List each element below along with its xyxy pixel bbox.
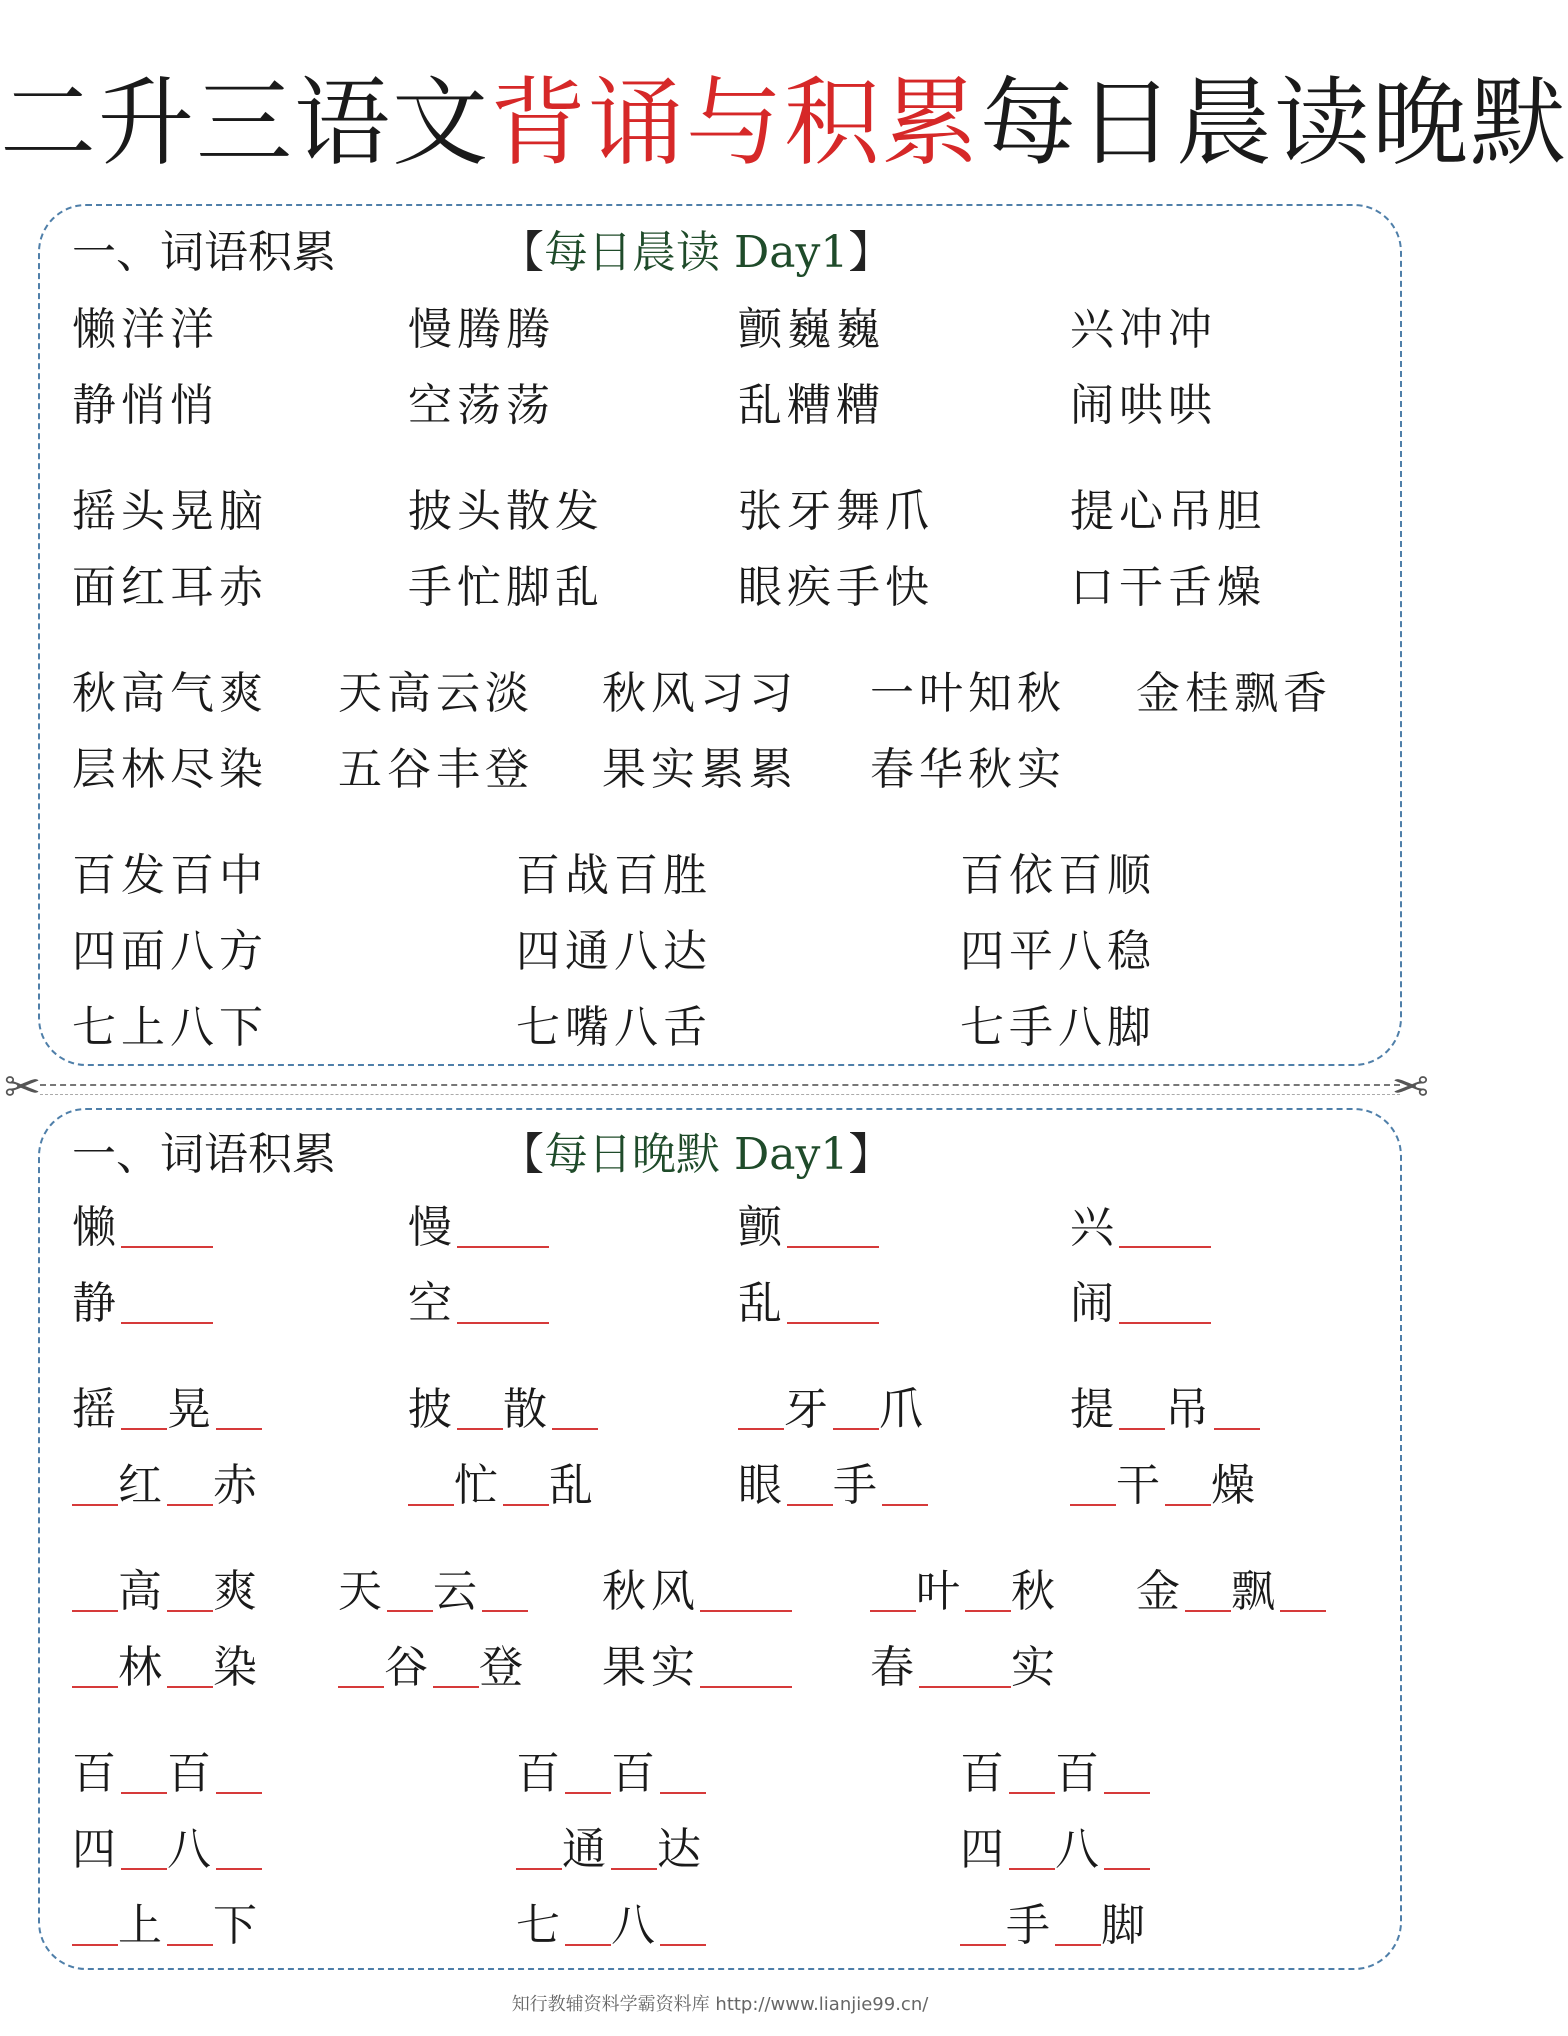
word-item: 面红耳赤 <box>72 562 268 613</box>
word-item: 一叶知秋 <box>870 668 1066 719</box>
fill-blank[interactable] <box>660 1904 706 1946</box>
fill-blank[interactable] <box>700 1646 792 1688</box>
word-item: 手忙脚乱 <box>408 562 604 613</box>
fill-blank[interactable] <box>72 1570 118 1612</box>
fill-item: 果实 <box>602 1640 792 1696</box>
word-item: 七嘴八舌 <box>516 1002 712 1053</box>
fill-blank[interactable] <box>870 1570 916 1612</box>
word-item: 四平八稳 <box>960 926 1156 977</box>
word-item: 闹哄哄 <box>1070 380 1217 431</box>
word-item: 四通八达 <box>516 926 712 977</box>
fill-blank[interactable] <box>167 1570 213 1612</box>
fill-blank[interactable] <box>787 1282 879 1324</box>
fill-blank[interactable] <box>960 1904 1006 1946</box>
fill-blank[interactable] <box>552 1388 598 1430</box>
word-item: 四面八方 <box>72 926 268 977</box>
word-item: 口干舌燥 <box>1070 562 1266 613</box>
title-part-black: 二升三语文 <box>0 67 490 179</box>
word-item: 张牙舞爪 <box>738 486 934 537</box>
fill-item: 林 染 <box>72 1640 262 1696</box>
word-item: 眼疾手快 <box>738 562 934 613</box>
cut-line-inner <box>40 1094 1400 1095</box>
fill-blank[interactable] <box>457 1206 549 1248</box>
fill-item: 兴 <box>1070 1200 1211 1256</box>
word-item: 果实累累 <box>602 744 798 795</box>
fill-item: 红 赤 <box>72 1458 262 1514</box>
word-item: 金桂飘香 <box>1136 668 1332 719</box>
fill-blank[interactable] <box>660 1752 706 1794</box>
title-part-red: 背诵与积累 <box>490 67 980 179</box>
fill-blank[interactable] <box>503 1464 549 1506</box>
fill-blank[interactable] <box>72 1646 118 1688</box>
fill-blank[interactable] <box>1009 1828 1055 1870</box>
fill-blank[interactable] <box>433 1646 479 1688</box>
word-item: 秋高气爽 <box>72 668 268 719</box>
word-item: 百依百顺 <box>960 850 1156 901</box>
fill-blank[interactable] <box>882 1464 928 1506</box>
fill-blank[interactable] <box>216 1828 262 1870</box>
fill-item: 上 下 <box>72 1898 262 1954</box>
fill-blank[interactable] <box>167 1646 213 1688</box>
fill-item: 金 飘 <box>1136 1564 1326 1620</box>
fill-blank[interactable] <box>965 1570 1011 1612</box>
morning-section-title: 一、词语积累 <box>72 227 336 278</box>
fill-item: 干 燥 <box>1070 1458 1260 1514</box>
fill-blank[interactable] <box>1009 1752 1055 1794</box>
fill-item: 慢 <box>408 1200 549 1256</box>
word-item: 五谷丰登 <box>338 744 534 795</box>
fill-item: 懒 <box>72 1200 213 1256</box>
fill-item: 忙 乱 <box>408 1458 598 1514</box>
fill-blank[interactable] <box>833 1388 879 1430</box>
evening-day-label: 【每日晚默 Day1】 <box>500 1129 893 1180</box>
cut-line <box>40 1084 1400 1086</box>
fill-blank[interactable] <box>700 1570 792 1612</box>
title-part-black-2: 每日晨读晚默 <box>980 67 1568 179</box>
fill-blank[interactable] <box>72 1904 118 1946</box>
word-item: 百战百胜 <box>516 850 712 901</box>
fill-blank[interactable] <box>565 1904 611 1946</box>
fill-blank[interactable] <box>121 1388 167 1430</box>
fill-blank[interactable] <box>787 1464 833 1506</box>
fill-blank[interactable] <box>738 1388 784 1430</box>
word-item: 秋风习习 <box>602 668 798 719</box>
fill-blank[interactable] <box>121 1282 213 1324</box>
fill-item: 四 八 <box>72 1822 262 1878</box>
fill-item: 提 吊 <box>1070 1382 1260 1438</box>
word-item: 七手八脚 <box>960 1002 1156 1053</box>
fill-item: 百 百 <box>72 1746 262 1802</box>
fill-item: 披 散 <box>408 1382 598 1438</box>
fill-blank[interactable] <box>1119 1282 1211 1324</box>
fill-item: 百 百 <box>960 1746 1150 1802</box>
fill-blank[interactable] <box>216 1388 262 1430</box>
fill-blank[interactable] <box>121 1206 213 1248</box>
fill-item: 四 八 <box>960 1822 1150 1878</box>
word-item: 天高云淡 <box>338 668 534 719</box>
fill-item: 静 <box>72 1276 213 1332</box>
word-item: 摇头晃脑 <box>72 486 268 537</box>
fill-item: 手 脚 <box>960 1898 1150 1954</box>
fill-blank[interactable] <box>457 1282 549 1324</box>
fill-item: 春 实 <box>870 1642 1060 1693</box>
word-item: 层林尽染 <box>72 744 268 795</box>
fill-blank[interactable] <box>565 1752 611 1794</box>
fill-item: 乱 <box>738 1276 879 1332</box>
footer-text: 知行教辅资料学霸资料库 http://www.lianjie99.cn/ <box>511 1994 929 2015</box>
fill-item: 百 百 <box>516 1746 706 1802</box>
scissors-icon: ✂ <box>4 1062 41 1113</box>
fill-blank[interactable] <box>787 1206 879 1248</box>
fill-blank[interactable] <box>1185 1570 1231 1612</box>
morning-day-label: 【每日晨读 Day1】 <box>500 227 893 278</box>
fill-blank[interactable] <box>338 1646 384 1688</box>
fill-blank[interactable] <box>611 1828 657 1870</box>
fill-item: 通 达 <box>516 1822 706 1878</box>
fill-item: 秋风 <box>602 1564 792 1620</box>
fill-blank[interactable] <box>167 1464 213 1506</box>
fill-item: 叶 秋 <box>870 1564 1060 1620</box>
fill-item: 闹 <box>1070 1276 1211 1332</box>
word-item: 百发百中 <box>72 850 268 901</box>
fill-blank[interactable] <box>121 1752 167 1794</box>
fill-item: 谷 登 <box>338 1640 528 1696</box>
fill-blank[interactable] <box>1119 1206 1211 1248</box>
fill-blank[interactable] <box>1104 1828 1150 1870</box>
word-item: 懒洋洋 <box>72 304 219 355</box>
word-item: 慢腾腾 <box>408 304 555 355</box>
word-item: 披头散发 <box>408 486 604 537</box>
fill-item: 颤 <box>738 1200 879 1256</box>
word-item: 七上八下 <box>72 1002 268 1053</box>
fill-item: 七 八 <box>516 1898 706 1954</box>
word-item: 空荡荡 <box>408 380 555 431</box>
fill-blank[interactable] <box>216 1752 262 1794</box>
fill-blank[interactable] <box>1055 1904 1101 1946</box>
fill-item: 高 爽 <box>72 1564 262 1620</box>
word-item: 提心吊胆 <box>1070 486 1266 537</box>
fill-blank[interactable] <box>1280 1570 1326 1612</box>
fill-blank[interactable] <box>516 1828 562 1870</box>
fill-item: 牙 爪 <box>738 1382 928 1438</box>
word-item: 颤巍巍 <box>738 304 885 355</box>
word-item: 春华秋实 <box>870 744 1066 795</box>
fill-blank[interactable] <box>387 1570 433 1612</box>
fill-item: 空 <box>408 1276 549 1332</box>
evening-section-title: 一、词语积累 <box>72 1129 336 1180</box>
fill-blank[interactable] <box>167 1904 213 1946</box>
fill-item: 眼 手 <box>738 1458 928 1514</box>
word-item: 兴冲冲 <box>1070 304 1217 355</box>
fill-item: 摇 晃 <box>72 1382 262 1438</box>
fill-blank[interactable] <box>72 1464 118 1506</box>
scissors-icon-right: ✂ <box>1392 1062 1429 1113</box>
fill-blank[interactable] <box>1214 1388 1260 1430</box>
fill-blank[interactable] <box>457 1388 503 1430</box>
fill-blank[interactable] <box>919 1646 1011 1688</box>
fill-blank[interactable] <box>482 1570 528 1612</box>
fill-blank[interactable] <box>1119 1388 1165 1430</box>
fill-blank[interactable] <box>408 1464 454 1506</box>
fill-blank[interactable] <box>1070 1464 1116 1506</box>
page-title <box>0 67 1568 179</box>
fill-item: 天 云 <box>338 1564 528 1620</box>
fill-blank[interactable] <box>1165 1464 1211 1506</box>
fill-blank[interactable] <box>121 1828 167 1870</box>
word-item: 乱糟糟 <box>738 380 885 431</box>
word-item: 静悄悄 <box>72 380 219 431</box>
fill-blank[interactable] <box>1104 1752 1150 1794</box>
